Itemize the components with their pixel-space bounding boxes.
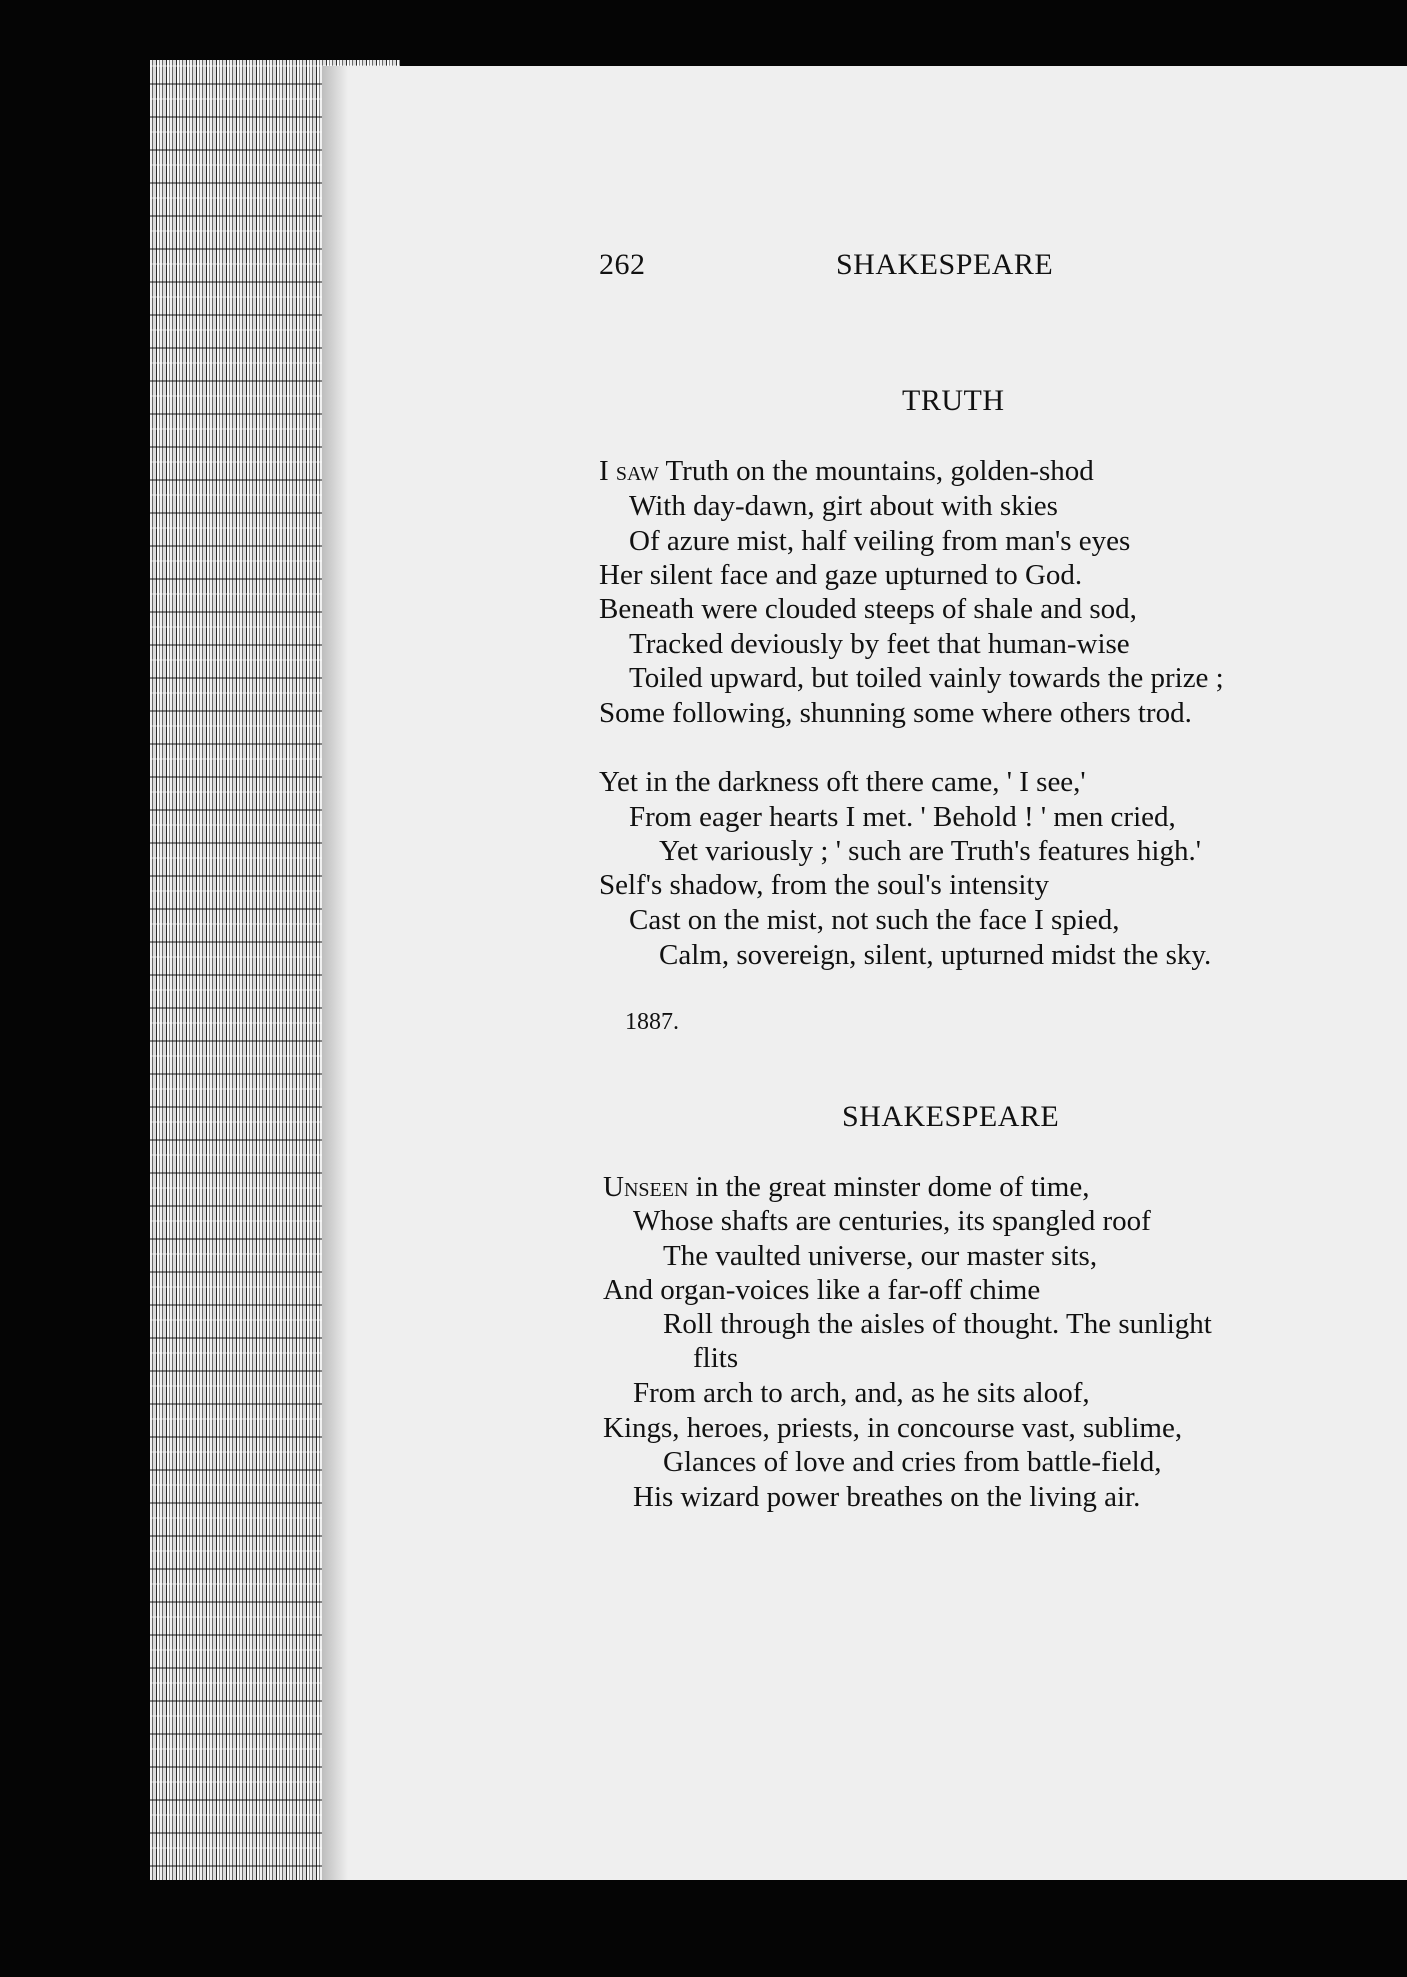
poem-line: Calm, sovereign, silent, upturned midst the sky.	[659, 939, 1212, 971]
poem-line: flits	[693, 1342, 739, 1374]
poem-line: With day-dawn, girt about with skies	[629, 490, 1058, 522]
poem-line: Some following, shunning some where others trod.	[599, 697, 1192, 729]
poem-date: 1887.	[625, 1009, 679, 1035]
poem-line: From arch to arch, and, as he sits aloof,	[633, 1377, 1090, 1409]
poem-line: Roll through the aisles of thought. The sunlight	[663, 1308, 1212, 1340]
poem-first-word: I saw	[599, 455, 659, 487]
poem-line: Unseen in the great minster dome of time,	[603, 1171, 1090, 1203]
poem-line: Toiled upward, but toiled vainly towards the prize ;	[629, 662, 1224, 694]
poem-line: From eager hearts I met. ' Behold ! ' men cried,	[629, 801, 1176, 833]
scan-bottom-shadow	[150, 1880, 1407, 1977]
poem-line: Kings, heroes, priests, in concourse vast, sublime,	[603, 1412, 1183, 1444]
poem-line: Yet variously ; ' such are Truth's features high.'	[659, 835, 1201, 867]
poem-first-word: Unseen	[603, 1171, 689, 1203]
running-title: SHAKESPEARE	[836, 248, 1054, 281]
poem-line: His wizard power breathes on the living air.	[633, 1481, 1141, 1513]
poem-line: Beneath were clouded steeps of shale and sod,	[599, 593, 1137, 625]
poem-line: Glances of love and cries from battle-field,	[663, 1446, 1162, 1478]
poem-line: Tracked deviously by feet that human-wise	[629, 628, 1130, 660]
poem-line: Cast on the mist, not such the face I spied,	[629, 904, 1120, 936]
page-gutter-shadow	[322, 66, 348, 1882]
poem-line: The vaulted universe, our master sits,	[663, 1240, 1098, 1272]
poem-line: Yet in the darkness oft there came, ' I see,'	[599, 766, 1086, 798]
poem-line: Her silent face and gaze upturned to God.	[599, 559, 1083, 591]
poem-line: Whose shafts are centuries, its spangled roof	[633, 1205, 1151, 1237]
poem-title: SHAKESPEARE	[842, 1100, 1060, 1133]
poem-line: Of azure mist, half veiling from man's eyes	[629, 525, 1131, 557]
page-number: 262	[599, 248, 646, 281]
poem-line: Self's shadow, from the soul's intensity	[599, 869, 1049, 901]
book-page	[322, 66, 1407, 1882]
poem-title: TRUTH	[902, 384, 1005, 417]
poem-line: And organ-voices like a far-off chime	[603, 1274, 1041, 1306]
poem-line: I saw Truth on the mountains, golden-shod	[599, 455, 1094, 487]
